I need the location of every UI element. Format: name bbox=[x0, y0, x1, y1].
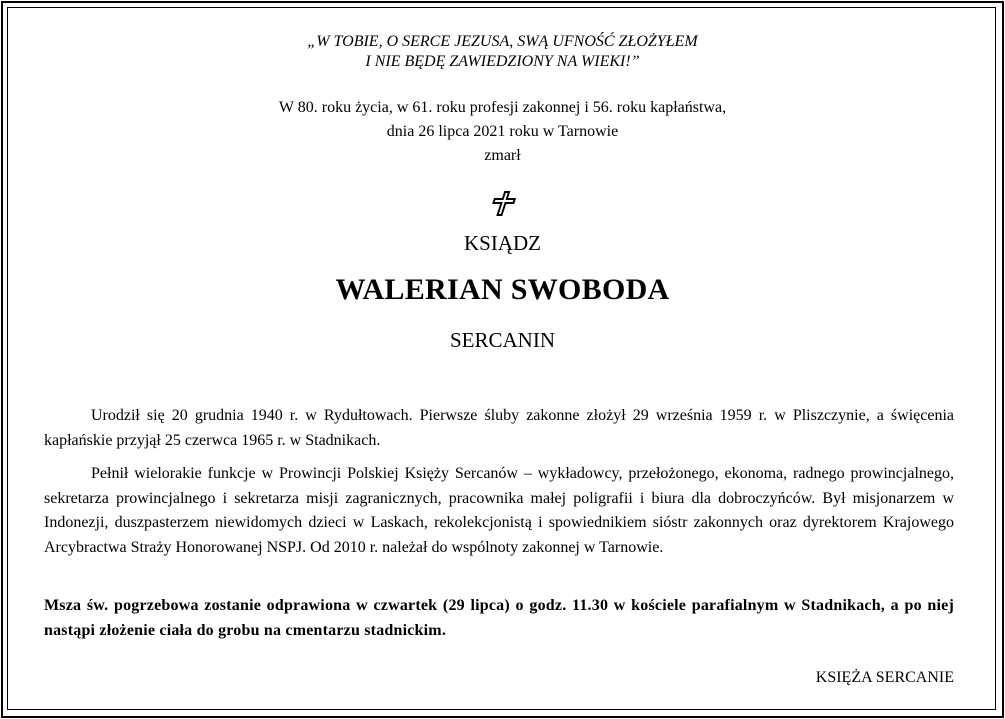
motto-line-1: „W TOBIE, O SERCE JEZUSA, SWĄ UFNOŚĆ ZŁOŻYŁEM bbox=[307, 33, 698, 50]
deceased-name: WALERIAN SWOBODA bbox=[335, 273, 670, 306]
biography-paragraph-2 bbox=[44, 462, 954, 560]
intro-line-3: zmarł bbox=[484, 147, 521, 164]
intro-line-1: W 80. roku życia, w 61. roku profesji zakonnej i 56. roku kapłaństwa, bbox=[278, 99, 727, 116]
biography-paragraph-1-text: Urodził się 20 grudnia 1940 r. w Rydułtowach. Pierwsze śluby zakonne złożył 29 września 1959 r. w Pliszczynie, a święcenia kapłańskie przyjął 25 czerwca 1965 r. w Stadnikach. bbox=[44, 407, 954, 449]
deceased-title: KSIĄDZ bbox=[464, 231, 541, 255]
signature: KSIĘŻA SERCANIE bbox=[815, 669, 954, 686]
latin-cross-icon bbox=[489, 189, 519, 219]
biography-paragraph-2-text: Pełnił wielorakie funkcje w Prowincji Polskiej Księży Sercanów – wykładowcy, przełożonego, ekonoma, radnego prowincjalnego, sekretarza prowincjalnego i sekretarza misji zagranicznych, pracownika małej poligrafii i biura dla dobroczyńców. Był misjonarzem w Indonezji, duszpasterzem niewidomych dzieci w Laskach, rekolekcjonistą i spowiednikiem sióstr zakonnych oraz dyrektorem Krajowego Arcybractwa Straży Honorowanej NSPJ. Od 2010 r. należał do wspólnoty zakonnej w Tarnowie. bbox=[44, 465, 954, 556]
intro-line-2: dnia 26 lipca 2021 roku w Tarnowie bbox=[386, 123, 619, 140]
biography-paragraph-1 bbox=[44, 404, 954, 453]
funeral-announcement: Msza św. pogrzebowa zostanie odprawiona w czwartek (29 lipca) o godz. 11.30 w kościele parafialnym w Stadnikach, a po niej nastąpi złożenie ciała do grobu na cmentarzu stadnickim. bbox=[44, 597, 954, 639]
motto-line-2: I NIE BĘDĘ ZAWIEDZIONY NA WIEKI!” bbox=[365, 53, 640, 70]
deceased-order: SERCANIN bbox=[449, 328, 555, 352]
